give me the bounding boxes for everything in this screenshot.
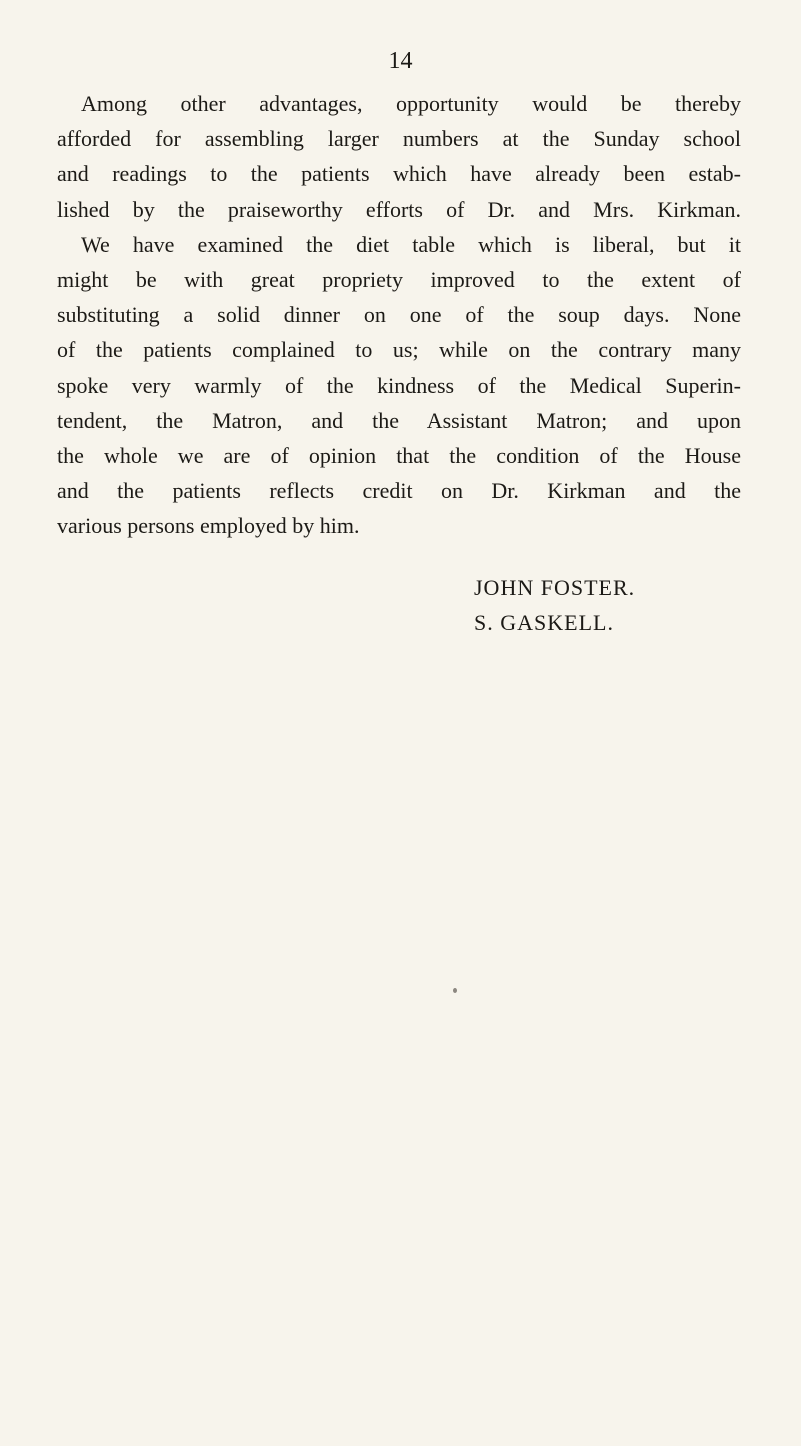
paragraph-line: Among other advantages, opportunity would be thereby xyxy=(81,91,741,116)
paragraph-line: We have examined the diet table which is liberal, but it xyxy=(81,231,741,257)
signature-s-gaskell: S. GASKELL. xyxy=(474,610,614,635)
paragraph-line: might be with great propriety improved to the extent of xyxy=(57,266,741,292)
ink-speck xyxy=(453,988,457,993)
paragraph-line: and readings to the patients which have already been estab- xyxy=(57,161,741,187)
paragraph-line: of the patients complained to us; while on the contrary many xyxy=(57,337,741,363)
paragraph-line: afforded for assembling larger numbers at the Sunday school xyxy=(57,126,741,152)
paragraph-line: the whole we are of opinion that the condition of the House xyxy=(57,442,741,468)
paragraph-line: and the patients reflects credit on Dr. Kirkman and the xyxy=(57,478,741,504)
paragraph-line: lished by the praiseworthy efforts of Dr. and Mrs. Kirkman. xyxy=(57,196,741,222)
paragraph-line: spoke very warmly of the kindness of the Medical Superin- xyxy=(57,372,741,398)
paragraph-line: various persons employed by him. xyxy=(57,513,360,539)
report-paragraph xyxy=(57,86,741,543)
paragraph-line: substituting a solid dinner on one of the soup days. None xyxy=(57,302,741,328)
paragraph-line: tendent, the Matron, and the Assistant Matron; and upon xyxy=(57,407,741,433)
page-number: 14 xyxy=(388,48,413,74)
signature-john-foster: JOHN FOSTER. xyxy=(474,575,636,600)
signature-block xyxy=(474,570,635,640)
